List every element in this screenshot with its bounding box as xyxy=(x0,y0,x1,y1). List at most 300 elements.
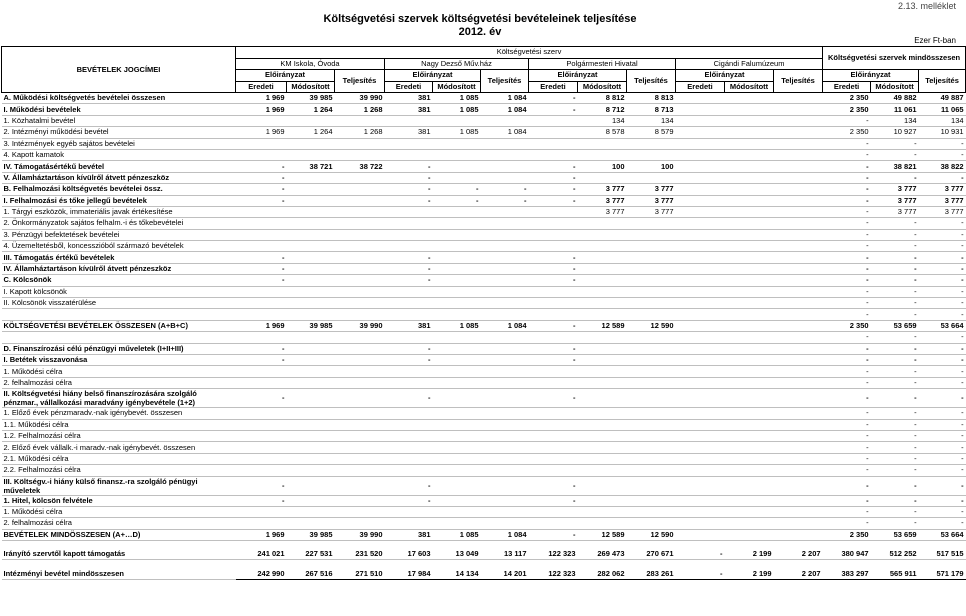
value-cell: 1 084 xyxy=(507,127,527,137)
value-cell xyxy=(725,377,774,388)
table-row xyxy=(2,506,966,517)
value-cell xyxy=(725,320,774,331)
value-cell xyxy=(676,442,725,453)
value-cell xyxy=(578,138,627,149)
value-cell: 2 207 xyxy=(801,549,821,559)
row-label: B. Felhalmozási költségvetés bevételei össz. xyxy=(2,184,236,195)
value-cell: 267 516 xyxy=(305,568,333,578)
value-cell xyxy=(578,389,627,408)
header-koltsegvetesi-szerv: Költségvetési szerv xyxy=(236,47,823,59)
value-cell: - xyxy=(573,393,576,403)
value-cell xyxy=(774,495,823,506)
value-cell xyxy=(335,298,385,309)
value-cell xyxy=(481,453,529,464)
value-cell xyxy=(676,430,725,441)
table-row xyxy=(2,138,966,149)
value-cell xyxy=(335,309,385,320)
value-cell: - xyxy=(866,377,869,387)
value-cell: 381 xyxy=(417,127,431,137)
value-cell xyxy=(774,389,823,408)
value-cell: - xyxy=(573,161,576,171)
value-cell: - xyxy=(428,355,431,365)
value-cell: - xyxy=(961,393,964,403)
value-cell: - xyxy=(866,286,869,296)
value-cell xyxy=(627,286,676,297)
value-cell xyxy=(236,218,287,229)
value-cell xyxy=(335,453,385,464)
value-cell xyxy=(725,104,774,115)
header-unit-polgarmesteri-hivatal: Polgármesteri Hivatal xyxy=(529,58,676,70)
value-cell xyxy=(774,286,823,297)
table-row xyxy=(2,241,966,252)
value-cell xyxy=(433,229,481,240)
value-cell xyxy=(676,518,725,529)
value-cell xyxy=(774,377,823,388)
value-cell xyxy=(676,206,725,217)
value-cell xyxy=(236,408,287,419)
value-cell: 49 882 xyxy=(893,93,917,103)
value-cell xyxy=(774,229,823,240)
value-cell: - xyxy=(428,495,431,505)
value-cell xyxy=(433,218,481,229)
value-cell: - xyxy=(428,343,431,353)
value-cell: 3 777 xyxy=(897,184,917,194)
value-cell: - xyxy=(866,480,869,490)
value-cell xyxy=(529,453,578,464)
table-row xyxy=(2,127,966,138)
value-cell: - xyxy=(282,275,285,285)
value-cell xyxy=(529,127,578,138)
value-cell xyxy=(433,389,481,408)
value-cell xyxy=(433,161,481,172)
value-cell xyxy=(385,241,433,252)
value-cell xyxy=(578,442,627,453)
value-cell: - xyxy=(866,172,869,182)
table-row xyxy=(2,366,966,377)
value-cell xyxy=(725,286,774,297)
value-cell xyxy=(433,453,481,464)
value-cell xyxy=(725,506,774,517)
value-cell xyxy=(627,149,676,160)
value-cell xyxy=(725,149,774,160)
value-cell: 227 531 xyxy=(305,549,333,559)
value-cell xyxy=(676,149,725,160)
value-cell xyxy=(627,518,676,529)
value-cell xyxy=(676,320,725,331)
row-label: V. Államháztartáson kívülről átvett pénzeszköz xyxy=(2,172,236,183)
row-label: 1. Közhatalmi bevétel xyxy=(2,115,236,126)
value-cell xyxy=(578,241,627,252)
table-row xyxy=(2,320,966,331)
value-cell xyxy=(433,206,481,217)
value-cell xyxy=(774,184,823,195)
row-label xyxy=(2,309,236,320)
table-row xyxy=(2,453,966,464)
value-cell: - xyxy=(961,241,964,251)
value-cell xyxy=(287,453,335,464)
value-cell xyxy=(481,332,529,343)
value-cell xyxy=(481,343,529,354)
value-cell xyxy=(627,263,676,274)
value-cell xyxy=(287,218,335,229)
value-cell xyxy=(481,252,529,263)
value-cell: - xyxy=(961,377,964,387)
value-cell xyxy=(481,419,529,430)
value-cell: - xyxy=(914,218,917,228)
value-cell: - xyxy=(573,252,576,262)
value-cell xyxy=(385,518,433,529)
value-cell xyxy=(578,366,627,377)
value-cell xyxy=(433,263,481,274)
value-cell: 53 659 xyxy=(893,529,917,539)
value-cell xyxy=(287,366,335,377)
value-cell xyxy=(676,343,725,354)
value-cell: 242 990 xyxy=(257,568,285,578)
value-cell: - xyxy=(428,172,431,182)
value-cell xyxy=(774,252,823,263)
header-unit-falumuzeum: Cigándi Falumúzeum xyxy=(676,58,823,70)
table-row xyxy=(2,104,966,115)
value-cell xyxy=(335,377,385,388)
value-cell: 269 473 xyxy=(597,549,625,559)
value-cell: - xyxy=(428,275,431,285)
value-cell xyxy=(627,476,676,495)
header-eredeti: Eredeti xyxy=(529,81,578,93)
header-modositott: Módosított xyxy=(725,81,774,93)
value-cell: 3 777 xyxy=(897,207,917,217)
value-cell xyxy=(774,453,823,464)
row-label: 1. Hitel, kölcsön felvétele xyxy=(2,495,236,506)
table-body xyxy=(2,93,966,580)
value-cell: 38 722 xyxy=(359,161,383,171)
value-cell xyxy=(287,252,335,263)
table-row xyxy=(2,229,966,240)
value-cell: - xyxy=(914,480,917,490)
value-cell: - xyxy=(914,309,917,319)
value-cell: 1 085 xyxy=(459,321,479,330)
value-cell: 381 xyxy=(417,321,431,330)
value-cell xyxy=(287,518,335,529)
value-cell xyxy=(578,518,627,529)
value-cell: - xyxy=(961,408,964,418)
value-cell xyxy=(529,241,578,252)
value-cell xyxy=(335,275,385,286)
value-cell xyxy=(578,465,627,476)
value-cell xyxy=(335,263,385,274)
value-cell xyxy=(236,332,287,343)
value-cell xyxy=(627,430,676,441)
value-cell: - xyxy=(914,408,917,418)
value-cell: 3 777 xyxy=(944,195,964,205)
value-cell xyxy=(774,298,823,309)
row-label: 2. felhalmozási célra xyxy=(2,518,236,529)
value-cell: - xyxy=(866,453,869,463)
value-cell xyxy=(725,275,774,286)
value-cell xyxy=(578,309,627,320)
value-cell: - xyxy=(866,241,869,251)
value-cell: - xyxy=(961,298,964,308)
value-cell xyxy=(481,389,529,408)
value-cell xyxy=(433,172,481,183)
value-cell xyxy=(529,377,578,388)
value-cell: - xyxy=(428,393,431,403)
value-cell: 1 268 xyxy=(363,127,383,137)
value-cell: - xyxy=(914,442,917,452)
row-label: 1.1. Működési célra xyxy=(2,419,236,430)
value-cell xyxy=(385,115,433,126)
header-teljesites: Teljesítés xyxy=(335,70,385,93)
row-label: 3. Intézmények egyéb sajátos bevételei xyxy=(2,138,236,149)
value-cell: 1 969 xyxy=(265,127,285,137)
value-cell: 12 589 xyxy=(601,529,625,539)
value-cell: 2 199 xyxy=(752,549,772,559)
value-cell xyxy=(725,529,774,540)
value-cell xyxy=(287,172,335,183)
spacer-cell xyxy=(2,560,966,569)
row-label: IV. Államháztartáson kívülről átvett pénzeszköz xyxy=(2,263,236,274)
value-cell xyxy=(236,465,287,476)
value-cell: - xyxy=(573,184,576,194)
value-cell xyxy=(774,161,823,172)
value-cell: 3 777 xyxy=(605,195,625,205)
value-cell xyxy=(676,161,725,172)
value-cell xyxy=(433,286,481,297)
value-cell xyxy=(774,476,823,495)
value-cell xyxy=(627,218,676,229)
value-cell: 39 990 xyxy=(359,321,383,330)
value-cell: 2 199 xyxy=(752,568,772,578)
value-cell xyxy=(385,286,433,297)
value-cell xyxy=(774,518,823,529)
value-cell xyxy=(335,252,385,263)
value-cell xyxy=(676,104,725,115)
value-cell xyxy=(481,149,529,160)
value-cell xyxy=(335,518,385,529)
value-cell xyxy=(335,506,385,517)
value-cell xyxy=(725,252,774,263)
value-cell: - xyxy=(573,480,576,490)
value-cell xyxy=(578,495,627,506)
value-cell xyxy=(627,408,676,419)
value-cell: - xyxy=(866,195,869,205)
value-cell xyxy=(287,354,335,365)
value-cell: 100 xyxy=(611,161,625,171)
value-cell xyxy=(287,138,335,149)
value-cell xyxy=(236,241,287,252)
row-label: 2.1. Működési célra xyxy=(2,453,236,464)
row-label: 3. Pénzügyi befektetések bevételei xyxy=(2,229,236,240)
value-cell xyxy=(481,354,529,365)
value-cell: - xyxy=(573,104,576,114)
value-cell xyxy=(481,430,529,441)
value-cell: 14 134 xyxy=(455,568,479,578)
value-cell xyxy=(676,389,725,408)
value-cell xyxy=(335,343,385,354)
table-row xyxy=(2,465,966,476)
value-cell xyxy=(529,430,578,441)
value-cell: 3 777 xyxy=(605,184,625,194)
value-cell xyxy=(385,453,433,464)
value-cell xyxy=(335,195,385,206)
value-cell xyxy=(287,263,335,274)
value-cell xyxy=(433,518,481,529)
value-cell: 381 xyxy=(417,93,431,103)
value-cell xyxy=(481,241,529,252)
row-label: 1. Működési célra xyxy=(2,506,236,517)
value-cell xyxy=(774,263,823,274)
value-cell: - xyxy=(914,393,917,403)
value-cell xyxy=(725,476,774,495)
value-cell: 3 777 xyxy=(654,184,674,194)
value-cell: 8 713 xyxy=(654,104,674,114)
value-cell xyxy=(627,377,676,388)
value-cell: - xyxy=(573,93,576,103)
table-row xyxy=(2,518,966,529)
value-cell xyxy=(385,309,433,320)
header-teljesites: Teljesítés xyxy=(774,70,823,93)
value-cell: - xyxy=(914,229,917,239)
value-cell xyxy=(627,229,676,240)
value-cell: - xyxy=(914,419,917,429)
value-cell: - xyxy=(914,150,917,160)
value-cell: - xyxy=(573,343,576,353)
value-cell xyxy=(335,366,385,377)
value-cell xyxy=(578,332,627,343)
value-cell xyxy=(433,465,481,476)
value-cell xyxy=(529,366,578,377)
value-cell: - xyxy=(428,195,431,205)
table-row xyxy=(2,195,966,206)
value-cell xyxy=(236,229,287,240)
header-bevetelek-jogcimei: BEVÉTELEK JOGCÍMEI xyxy=(2,47,236,93)
value-cell xyxy=(578,354,627,365)
value-cell: 13 049 xyxy=(455,549,479,559)
value-cell: - xyxy=(914,298,917,308)
value-cell: - xyxy=(866,309,869,319)
value-cell xyxy=(725,138,774,149)
value-cell xyxy=(676,263,725,274)
value-cell xyxy=(433,309,481,320)
row-label: 4. Kapott kamatok xyxy=(2,149,236,160)
value-cell: - xyxy=(866,431,869,441)
value-cell xyxy=(774,529,823,540)
value-cell: 517 515 xyxy=(936,549,964,559)
value-cell xyxy=(627,332,676,343)
value-cell: - xyxy=(282,161,285,171)
value-cell xyxy=(236,518,287,529)
value-cell: - xyxy=(866,442,869,452)
value-cell xyxy=(676,184,725,195)
row-label: KÖLTSÉGVETÉSI BEVÉTELEK ÖSSZESEN (A+B+C) xyxy=(2,320,236,331)
value-cell xyxy=(287,241,335,252)
value-cell: 49 887 xyxy=(940,93,964,103)
value-cell xyxy=(676,366,725,377)
table-row xyxy=(2,93,966,104)
table-row xyxy=(2,184,966,195)
row-label: Intézményi bevétel mindösszesen xyxy=(2,568,236,579)
value-cell xyxy=(335,408,385,419)
value-cell xyxy=(433,506,481,517)
value-cell xyxy=(481,465,529,476)
value-cell xyxy=(578,476,627,495)
value-cell: 1 969 xyxy=(265,529,285,539)
value-cell: - xyxy=(866,218,869,228)
value-cell: - xyxy=(866,161,869,171)
value-cell xyxy=(774,419,823,430)
value-cell xyxy=(725,115,774,126)
value-cell xyxy=(287,332,335,343)
value-cell: 1 085 xyxy=(459,529,479,539)
value-cell: 2 207 xyxy=(801,568,821,578)
page-title: Költségvetési szervek költségvetési bevételeinek teljesítése xyxy=(323,13,637,25)
value-cell xyxy=(725,453,774,464)
value-cell xyxy=(287,495,335,506)
value-cell xyxy=(335,184,385,195)
row-label: D. Finanszírozási célú pénzügyi műveletek (I+II+III) xyxy=(2,343,236,354)
value-cell xyxy=(385,229,433,240)
value-cell: - xyxy=(866,408,869,418)
value-cell xyxy=(433,149,481,160)
value-cell: 3 777 xyxy=(944,184,964,194)
value-cell xyxy=(529,332,578,343)
value-cell xyxy=(676,377,725,388)
value-cell: 12 590 xyxy=(650,529,674,539)
value-cell xyxy=(725,184,774,195)
value-cell: - xyxy=(866,138,869,148)
value-cell xyxy=(385,138,433,149)
table-row xyxy=(2,430,966,441)
value-cell xyxy=(774,138,823,149)
value-cell: 39 990 xyxy=(359,93,383,103)
value-cell xyxy=(774,104,823,115)
value-cell xyxy=(676,506,725,517)
unit-label: Ezer Ft-ban xyxy=(914,36,956,45)
row-label: 2. felhalmozási célra xyxy=(2,377,236,388)
value-cell xyxy=(627,354,676,365)
value-cell xyxy=(676,465,725,476)
value-cell: 1 969 xyxy=(265,104,285,114)
value-cell: 134 xyxy=(611,115,625,125)
value-cell xyxy=(774,206,823,217)
table-row xyxy=(2,354,966,365)
value-cell xyxy=(725,206,774,217)
value-cell xyxy=(287,184,335,195)
value-cell xyxy=(627,309,676,320)
row-label: 2.2. Felhalmozási célra xyxy=(2,465,236,476)
value-cell xyxy=(433,476,481,495)
value-cell xyxy=(676,408,725,419)
value-cell: - xyxy=(961,286,964,296)
value-cell xyxy=(725,430,774,441)
value-cell: - xyxy=(961,264,964,274)
value-cell: - xyxy=(914,241,917,251)
value-cell xyxy=(627,343,676,354)
value-cell xyxy=(725,408,774,419)
value-cell: 1 969 xyxy=(265,93,285,103)
value-cell xyxy=(627,252,676,263)
value-cell: - xyxy=(282,264,285,274)
header-eredeti: Eredeti xyxy=(823,81,871,93)
value-cell: 1 085 xyxy=(459,104,479,114)
value-cell xyxy=(774,366,823,377)
value-cell xyxy=(676,93,725,104)
value-cell xyxy=(676,218,725,229)
header-modositott: Módosított xyxy=(433,81,481,93)
value-cell: - xyxy=(961,355,964,365)
value-cell: 3 777 xyxy=(944,207,964,217)
value-cell: 381 xyxy=(417,104,431,114)
value-cell: - xyxy=(282,480,285,490)
